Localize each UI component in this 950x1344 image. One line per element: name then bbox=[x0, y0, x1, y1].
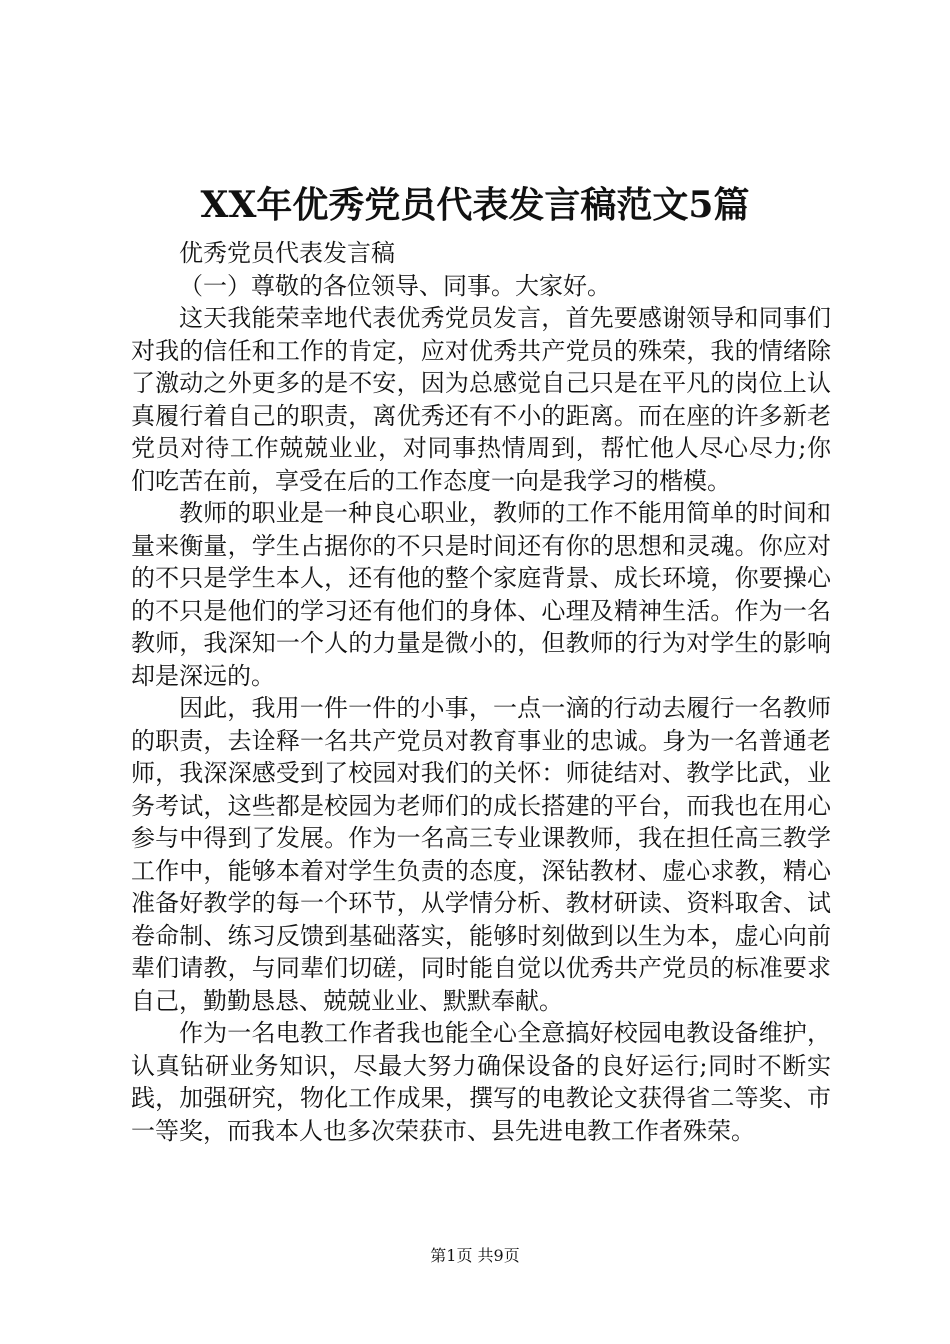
section-label: 优秀党员代表发言稿 bbox=[179, 239, 395, 267]
paragraph: 这天我能荣幸地代表优秀党员发言，首先要感谢领导和同事们对我的信任和工作的肯定，应对优秀共产党员的殊荣，我的情绪除了激动之外更多的是不安，因为总感觉自己只是在平凡的岗位上认真履行着自己的职责，离优秀还有不小的距离。而在座的许多新老党员对待工作兢兢业业，对同事热情周到，帮忙他人尽心尽力;你们吃苦在前，享受在后的工作态度一向是我学习的楷模。 bbox=[131, 304, 831, 495]
document-body bbox=[131, 237, 831, 1147]
paragraph: 因此，我用一件一件的小事，一点一滴的行动去履行一名教师的职责，去诠释一名共产党员对教育事业的忠诚。身为一名普通老师，我深深感受到了校园对我们的关怀：师徒结对、教学比武，业务考试，这些都是校园为老师们的成长搭建的平台，而我也在用心参与中得到了发展。作为一名高三专业课教师，我在担任高三教学工作中，能够本着对学生负责的态度，深钻教材、虚心求教，精心准备好教学的每一个环节，从学情分析、教材研读、资料取舍、试卷命制、练习反馈到基础落实，能够时刻做到以生为本，虚心向前辈们请教，与同辈们切磋，同时能自觉以优秀共产党员的标准要求自己，勤勤恳恳、兢兢业业、默默奉献。 bbox=[131, 694, 831, 1015]
document-title: XX年优秀党员代表发言稿范文5篇 bbox=[200, 184, 750, 226]
paragraph: 作为一名电教工作者我也能全心全意搞好校园电教设备维护，认真钻研业务知识，尽最大努力确保设备的良好运行;同时不断实践，加强研究，物化工作成果，撰写的电教论文获得省二等奖、市一等奖，而我本人也多次荣获市、县先进电教工作者殊荣。 bbox=[131, 1019, 831, 1145]
salutation: （一）尊敬的各位领导、同事。大家好。 bbox=[179, 271, 611, 300]
page-footer: 第1页 共9页 bbox=[430, 1246, 520, 1265]
paragraph: 教师的职业是一种良心职业，教师的工作不能用简单的时间和量来衡量，学生占据你的不只是时间还有你的思想和灵魂。你应对的不只是学生本人，还有他的整个家庭背景、成长环境，你要操心的不只是他们的学习还有他们的身体、心理及精神生活。作为一名教师，我深知一个人的力量是微小的，但教师的行为对学生的影响却是深远的。 bbox=[131, 499, 831, 690]
